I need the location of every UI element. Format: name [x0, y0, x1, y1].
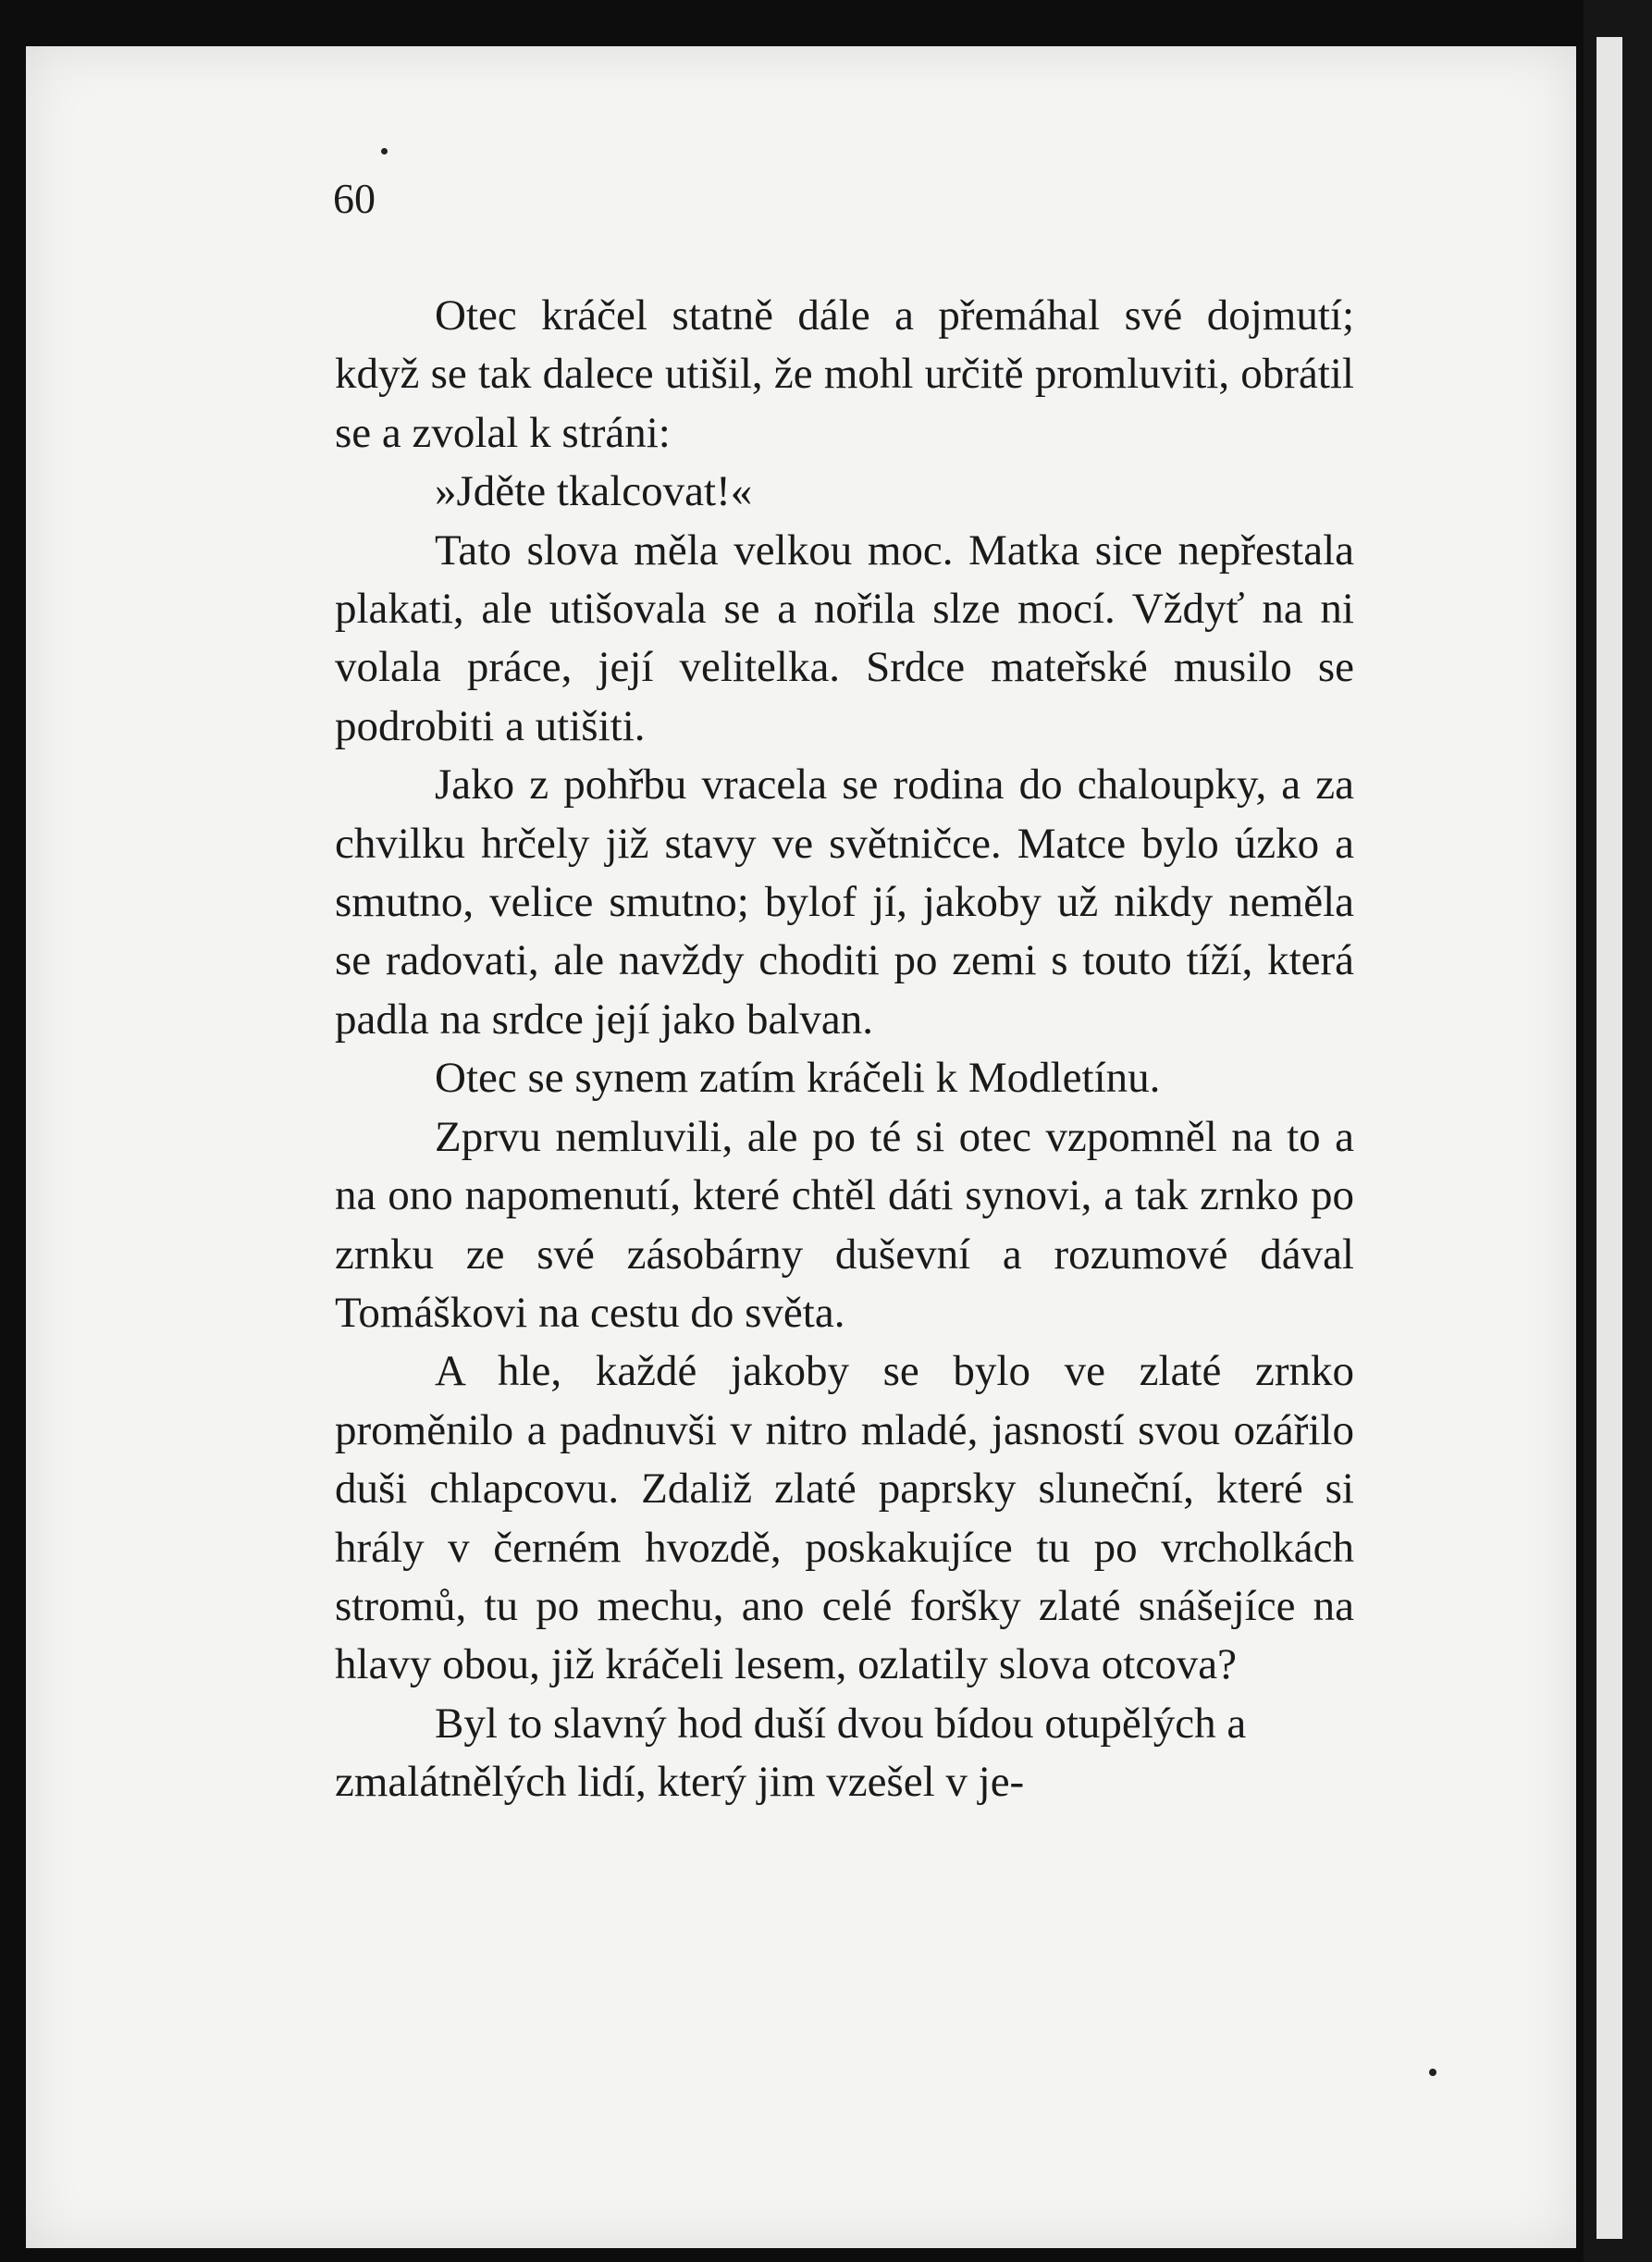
scan-speck	[381, 148, 388, 155]
paragraph-2: »Jděte tkalcovat!«	[435, 467, 753, 516]
scan-speck	[1429, 2069, 1436, 2076]
paragraph-6: Zprvu nemluvili, ale po té si otec vzpomněl na to a na ono napomenutí, které chtěl dáti synovi, a tak zrnko po zrnku ze své zásobárny duševní a rozumové dával Tomáškovi na cestu do světa.	[335, 1112, 1354, 1337]
paragraph-3: Tato slova měla velkou moc. Matka sice nepřestala plakati, ale utišovala se a nořila slze mocí. Vždyť na ni volala práce, její velitelka. Srdce mateřské musilo se podrobiti a utišiti.	[335, 525, 1354, 750]
page-number: 60	[333, 175, 376, 222]
paragraph-5: Otec se synem zatím kráčeli k Modletínu.	[435, 1054, 1161, 1103]
body-text	[335, 287, 1354, 1812]
next-page-edge	[1597, 37, 1622, 2239]
paragraph-1: Otec kráčel statně dále a přemáhal své dojmutí; když se tak dalece utišil, že mohl určitě promluviti, obrátil se a zvolal k stráni:	[335, 291, 1354, 457]
scan-right-edge	[1584, 0, 1652, 2262]
paragraph-8: Byl to slavný hod duší dvou bídou otupělých a zmalátnělých lidí, který jim vzešel v je-	[335, 1699, 1247, 1807]
paragraph-4: Jako z pohřbu vracela se rodina do chaloupky, a za chvilku hrčely již stavy ve světničce. Matce bylo úzko a smutno, velice smutno; bylof jí, jakoby už nikdy neměla se radovati, ale navždy choditi po zemi s touto tíží, která padla na srdce její jako balvan.	[335, 760, 1354, 1044]
paragraph-7: A hle, každé jakoby se bylo ve zlaté zrnko proměnilo a padnuvši v nitro mladé, jasností svou ozářilo duši chlapcovu. Zdaliž zlaté paprsky sluneční, které si hrály v černém hvozdě, poskakujíce tu po vrcholkách stromů, tu po mechu, ano celé foršky zlaté snášejíce na hlavy obou, již kráčeli lesem, ozlatily slova otcova?	[335, 1347, 1354, 1689]
